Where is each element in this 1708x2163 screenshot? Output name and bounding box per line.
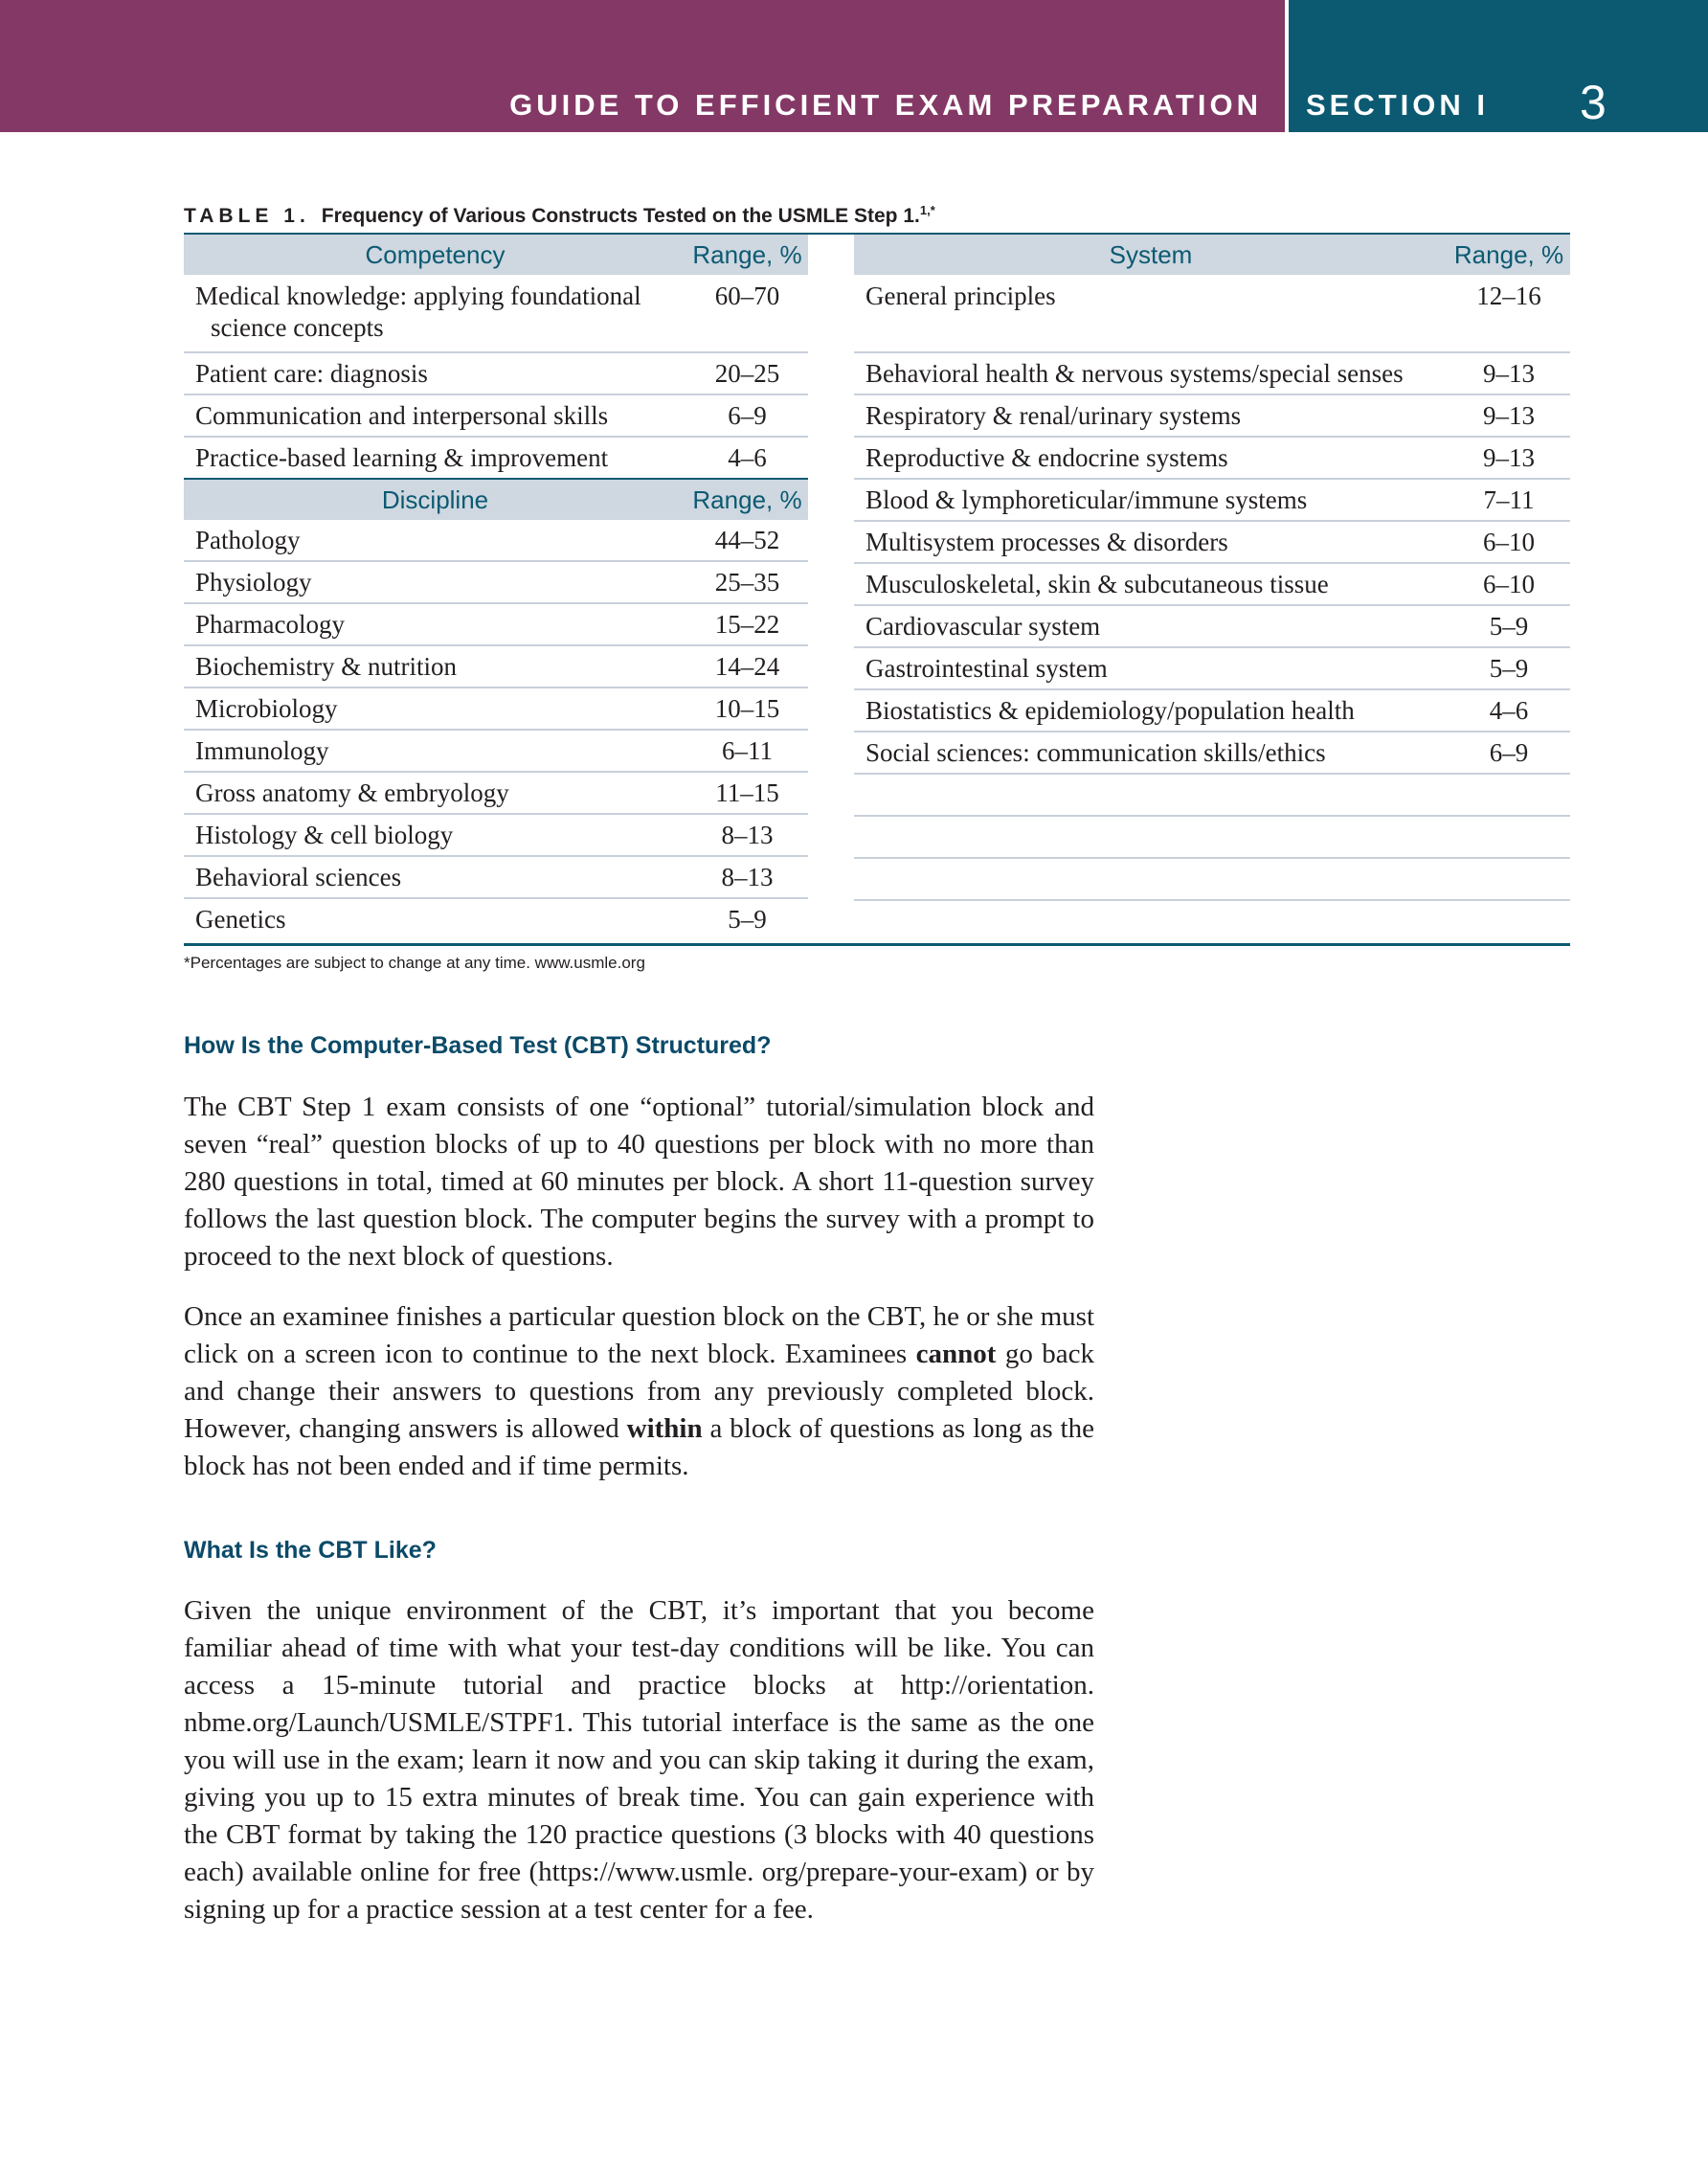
system-name: Gastrointestinal system [854, 647, 1448, 689]
system-range: 12–16 [1448, 275, 1570, 352]
table-row [184, 856, 808, 898]
system-range-header: Range, % [1448, 235, 1570, 275]
discipline-name: Gross anatomy & embryology [184, 772, 686, 814]
table-row [184, 603, 808, 645]
discipline-name: Behavioral sciences [184, 856, 686, 898]
discipline-name: Biochemistry & nutrition [184, 645, 686, 687]
empty-cell [854, 900, 1448, 941]
discipline-range: 44–52 [686, 520, 808, 561]
discipline-name: Genetics [195, 904, 286, 934]
system-range: 5–9 [1448, 605, 1570, 647]
system-range: 4–6 [1448, 689, 1570, 732]
section-heading-cbt-like: What Is the CBT Like? [184, 1537, 437, 1564]
system-name: Cardiovascular system [854, 605, 1448, 647]
table-row [184, 437, 808, 479]
discipline-range: 14–24 [686, 645, 808, 687]
system-name: Behavioral health & nervous systems/special senses [854, 352, 1448, 394]
discipline-range: 8–13 [686, 814, 808, 856]
competency-header-row [184, 235, 808, 275]
discipline-header-row [184, 479, 808, 520]
table-row [854, 521, 1570, 563]
system-name: Social sciences: communication skills/ethics [854, 732, 1448, 774]
competency-range: 4–6 [686, 437, 808, 479]
empty-cell [1448, 858, 1570, 900]
system-range: 7–11 [1448, 479, 1570, 521]
system-name: Blood & lymphoreticular/immune systems [854, 479, 1448, 521]
table-row [184, 561, 808, 603]
competency-name: Practice-based learning & improvement [184, 437, 686, 479]
table-row [854, 479, 1570, 521]
competency-name: Medical knowledge: applying foundational science concepts [184, 275, 686, 352]
system-range: 6–10 [1448, 563, 1570, 605]
system-range: 9–13 [1448, 437, 1570, 479]
system-range: 5–9 [1448, 647, 1570, 689]
system-name: Reproductive & endocrine systems [854, 437, 1448, 479]
table-row [184, 687, 808, 730]
table-caption-superscript: 1,* [919, 203, 935, 217]
table-row [854, 605, 1570, 647]
table-row [184, 394, 808, 437]
system-name: Multisystem processes & disorders [854, 521, 1448, 563]
empty-row [854, 774, 1570, 816]
discipline-range-header: Range, % [686, 479, 808, 520]
discipline-range: 6–11 [686, 730, 808, 772]
table-row [854, 563, 1570, 605]
discipline-range: 11–15 [686, 772, 808, 814]
empty-cell [1448, 816, 1570, 858]
system-table [854, 235, 1570, 941]
empty-cell [1448, 774, 1570, 816]
emphasis: within [626, 1413, 703, 1444]
discipline-range: 8–13 [686, 856, 808, 898]
system-name: General principles [854, 275, 1448, 352]
empty-cell [854, 858, 1448, 900]
section-label: SECTION I [1306, 88, 1490, 122]
system-name: Biostatistics & epidemiology/population health [854, 689, 1448, 732]
competency-discipline-table [184, 235, 808, 939]
system-name: Musculoskeletal, skin & subcutaneous tissue [854, 563, 1448, 605]
table-footnote: *Percentages are subject to change at any time. www.usmle.org [184, 954, 645, 972]
discipline-name: Physiology [184, 561, 686, 603]
section-heading-cbt-structure: How Is the Computer-Based Test (CBT) Structured? [184, 1032, 772, 1059]
competency-range: 6–9 [686, 394, 808, 437]
table-row [854, 437, 1570, 479]
discipline-range: 15–22 [686, 603, 808, 645]
table-row [854, 732, 1570, 774]
system-header: System [854, 235, 1448, 275]
empty-cell [854, 816, 1448, 858]
discipline-range: 25–35 [686, 561, 808, 603]
table-bottom-rule [184, 943, 1570, 946]
table-caption-text: Frequency of Various Constructs Tested on the USMLE Step 1. [321, 205, 920, 227]
system-range: 9–13 [1448, 352, 1570, 394]
system-range: 6–10 [1448, 521, 1570, 563]
empty-cell [854, 774, 1448, 816]
paragraph: Once an examinee finishes a particular question block on the CBT, he or she must click on a screen icon to continue to the next block. Examinees cannot go back and change their answers to questions from any previously completed block. However, changing answers is allowed within a block of questions as long as the block has not been ended and if time permits. [184, 1301, 1095, 1481]
table-caption [184, 203, 935, 228]
discipline-name: Microbiology [184, 687, 686, 730]
table-row [184, 352, 808, 394]
table-row [854, 275, 1570, 352]
table-row [184, 772, 808, 814]
emphasis: cannot [915, 1339, 997, 1369]
system-range: 6–9 [1448, 732, 1570, 774]
table-row [184, 814, 808, 856]
empty-row [854, 858, 1570, 900]
discipline-name: Immunology [184, 730, 686, 772]
running-title: GUIDE TO EFFICIENT EXAM PREPARATION [509, 88, 1262, 122]
system-name: Respiratory & renal/urinary systems [854, 394, 1448, 437]
table-row [854, 394, 1570, 437]
competency-name: Communication and interpersonal skills [184, 394, 686, 437]
competency-range: 60–70 [686, 275, 808, 352]
table-label: TABLE 1. [184, 205, 310, 227]
discipline-name: Pharmacology [184, 603, 686, 645]
paragraph: Given the unique environment of the CBT, it’s important that you become familiar ahead of time with what your test-day conditions will be like. You can access a 15-minute tutorial and practice blocks at http://orientation. nbme.org/Launch/USMLE/STPF1. This tutorial interface is the same as the one you will use in the exam; learn it now and you can skip taking it during the exam, giving you up to 15 extra minutes of break time. You can gain experience with the CBT format by taking the 120 practice questions (3 blocks with 40 questions each) available online for free (https://www.usmle. org/prepare-your-exam) or by signing up for a practice session at a test center for a fee. [184, 1595, 1094, 1925]
table-row [854, 689, 1570, 732]
competency-range: 20–25 [686, 352, 808, 394]
paragraph: The CBT Step 1 exam consists of one “optional” tutorial/simulation block and seven “real” question blocks of up to 40 questions per block with no more than 280 questions in total, timed at 60 minutes per block. A short 11-question survey follows the last question block. The computer begins the survey with a prompt to proceed to the next block of questions. [184, 1092, 1094, 1272]
table-row [184, 730, 808, 772]
discipline-name: Pathology [184, 520, 686, 561]
table-row [184, 898, 808, 939]
table-row [854, 352, 1570, 394]
discipline-range: 5–9 [728, 904, 767, 934]
empty-row [854, 900, 1570, 941]
table-row [184, 520, 808, 561]
empty-cell [1448, 900, 1570, 941]
table-row [184, 645, 808, 687]
competency-range-header: Range, % [686, 235, 808, 275]
system-range: 9–13 [1448, 394, 1570, 437]
discipline-range: 10–15 [686, 687, 808, 730]
discipline-name: Histology & cell biology [184, 814, 686, 856]
table-row [854, 647, 1570, 689]
discipline-header: Discipline [184, 479, 686, 520]
competency-header: Competency [184, 235, 686, 275]
table-row [184, 275, 808, 352]
competency-name: Patient care: diagnosis [184, 352, 686, 394]
page-number: 3 [1580, 76, 1607, 129]
empty-row [854, 816, 1570, 858]
system-header-row [854, 235, 1570, 275]
